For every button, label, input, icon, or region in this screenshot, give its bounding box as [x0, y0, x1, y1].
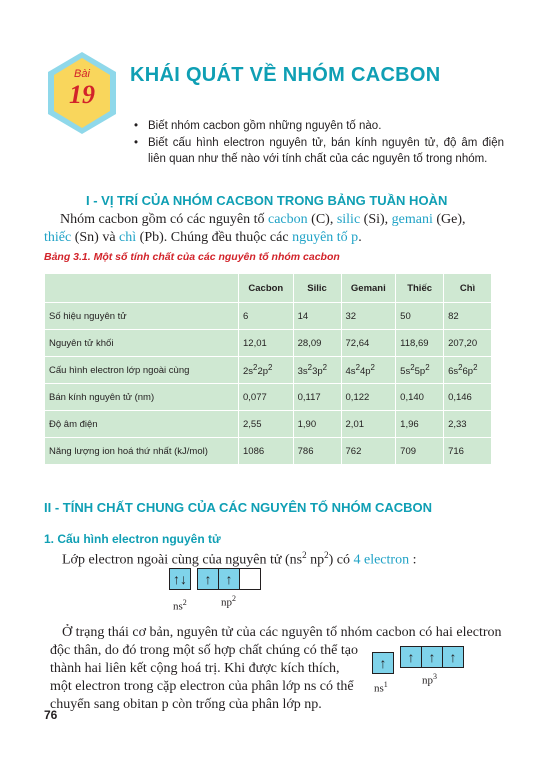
orbital-box-ns: ↑↓ — [169, 568, 191, 590]
section-1-paragraph: Nhóm cacbon gồm có các nguyên tố cacbon (C), silic (Si), gemani (Ge), thiếc (Sn) và chì (Pb). Chúng đều thuộc các nguyên tố p. — [44, 212, 466, 245]
table-cell: 207,20 — [444, 330, 492, 357]
table-cell: 14 — [293, 303, 341, 330]
row-label: Bán kính nguyên tử (nm) — [45, 384, 239, 411]
table-cell: 2,55 — [239, 411, 294, 438]
orbital-box-ns: ↑ — [372, 652, 394, 674]
row-label: Năng lượng ion hoá thứ nhất (kJ/mol) — [45, 438, 239, 465]
lesson-badge — [44, 50, 120, 136]
table-header-cell: Gemani — [341, 274, 396, 303]
table-cell: 716 — [444, 438, 492, 465]
table-row — [45, 330, 492, 357]
table-cell: 1,90 — [293, 411, 341, 438]
link-nguyen-to-p[interactable]: nguyên tố p — [292, 230, 359, 245]
table-row — [45, 357, 492, 384]
orbital-box-np: ↑ — [400, 646, 422, 668]
lesson-label: Bài — [74, 68, 90, 80]
objective-item: • Biết cấu hình electron nguyên tử, bán kính nguyên tử, độ âm điện liên quan như thế nào với tính chất của các nguyên tố trong nhóm. — [134, 137, 504, 165]
table-cell: 118,69 — [396, 330, 444, 357]
orbital-box-np: ↑ — [421, 646, 443, 668]
bullet-icon: • — [134, 137, 139, 149]
subsection-1-heading: 1. Cấu hình electron nguyên tử — [44, 532, 221, 546]
orbital-box-np-empty — [239, 568, 261, 590]
row-label: Nguyên tử khối — [45, 330, 239, 357]
table-cell: 0,117 — [293, 384, 341, 411]
table-row — [45, 438, 492, 465]
table-row — [45, 411, 492, 438]
table-cell: 82 — [444, 303, 492, 330]
table-row — [45, 303, 492, 330]
section-1-heading: I - VỊ TRÍ CỦA NHÓM CACBON TRONG BẢNG TUẦN HOÀN — [86, 193, 448, 208]
table-cell: 72,64 — [341, 330, 396, 357]
link-4-electron[interactable]: 4 electron — [353, 552, 410, 568]
table-cell: 2,33 — [444, 411, 492, 438]
link-silic[interactable]: silic — [336, 212, 361, 227]
link-gemani[interactable]: gemani — [391, 212, 433, 227]
link-chi[interactable]: chì — [119, 230, 137, 245]
outer-electron-line: Lớp electron ngoài cùng của nguyên tử ($ns^2$ $np^2$) có 4 electron : — [62, 550, 417, 568]
row-label: Độ âm điện — [45, 411, 239, 438]
objective-item: • Biết nhóm cacbon gồm những nguyên tố nào. — [134, 120, 382, 132]
table-cell: 709 — [396, 438, 444, 465]
lesson-number: 19 — [69, 80, 95, 109]
table-header-cell: Cacbon — [239, 274, 294, 303]
table-caption: Bảng 3.1. Một số tính chất của các nguyên tố nhóm cacbon — [44, 251, 340, 263]
orbital-box-np: ↑ — [442, 646, 464, 668]
page-number: 76 — [44, 708, 58, 722]
orbital-label-ns: $ns^1$ — [374, 680, 388, 695]
table-cell: $3s^23p^2$ — [293, 357, 341, 384]
table-cell: 28,09 — [293, 330, 341, 357]
bullet-icon: • — [134, 120, 139, 132]
table-cell: 1086 — [239, 438, 294, 465]
link-cacbon[interactable]: cacbon — [268, 212, 308, 227]
table-header-cell: Chì — [444, 274, 492, 303]
table-header-cell — [45, 274, 239, 303]
table-header-row — [45, 274, 492, 303]
table-cell: 32 — [341, 303, 396, 330]
table-cell: $2s^22p^2$ — [239, 357, 294, 384]
link-thiec[interactable]: thiếc — [44, 230, 72, 245]
table-cell: $4s^24p^2$ — [341, 357, 396, 384]
table-cell: 50 — [396, 303, 444, 330]
orbital-diagram-excited — [372, 646, 472, 694]
orbital-label-np: $np^2$ — [221, 594, 236, 609]
properties-table — [44, 273, 492, 465]
table-cell: 12,01 — [239, 330, 294, 357]
row-label: Số hiệu nguyên tử — [45, 303, 239, 330]
orbital-box-np: ↑ — [197, 568, 219, 590]
table-cell: 0,122 — [341, 384, 396, 411]
table-cell: 1,96 — [396, 411, 444, 438]
orbital-label-ns: $ns^2$ — [173, 598, 187, 613]
section-2-heading: II - TÍNH CHẤT CHUNG CỦA CÁC NGUYÊN TỐ NHÓM CACBON — [44, 500, 433, 515]
table-row — [45, 384, 492, 411]
table-cell: 0,077 — [239, 384, 294, 411]
table-cell: 0,140 — [396, 384, 444, 411]
table-cell: 6 — [239, 303, 294, 330]
orbital-label-np: $np^3$ — [422, 672, 437, 687]
row-label: Cấu hình electron lớp ngoài cùng — [45, 357, 239, 384]
table-cell: 2,01 — [341, 411, 396, 438]
table-header-cell: Silic — [293, 274, 341, 303]
page-title: KHÁI QUÁT VỀ NHÓM CACBON — [130, 64, 441, 86]
orbital-box-np: ↑ — [218, 568, 240, 590]
orbital-diagram-ground — [169, 568, 269, 616]
table-cell: $5s^25p^2$ — [396, 357, 444, 384]
table-cell: 786 — [293, 438, 341, 465]
table-cell: 762 — [341, 438, 396, 465]
table-cell: $6s^26p^2$ — [444, 357, 492, 384]
ground-state-paragraph: Ở trạng thái cơ bản, nguyên tử của các nguyên tố nhóm cacbon có hai electron độc thân, do đó trong một số hợp chất chúng có thể tạo thành hai liên kết cộng hoá trị. Khi được kích thích, một electron trong cặp electron của phân lớp ns có thể chuyển sang obitan p còn trống của phân lớp np. — [50, 625, 502, 712]
table-header-cell: Thiếc — [396, 274, 444, 303]
table-cell: 0,146 — [444, 384, 492, 411]
